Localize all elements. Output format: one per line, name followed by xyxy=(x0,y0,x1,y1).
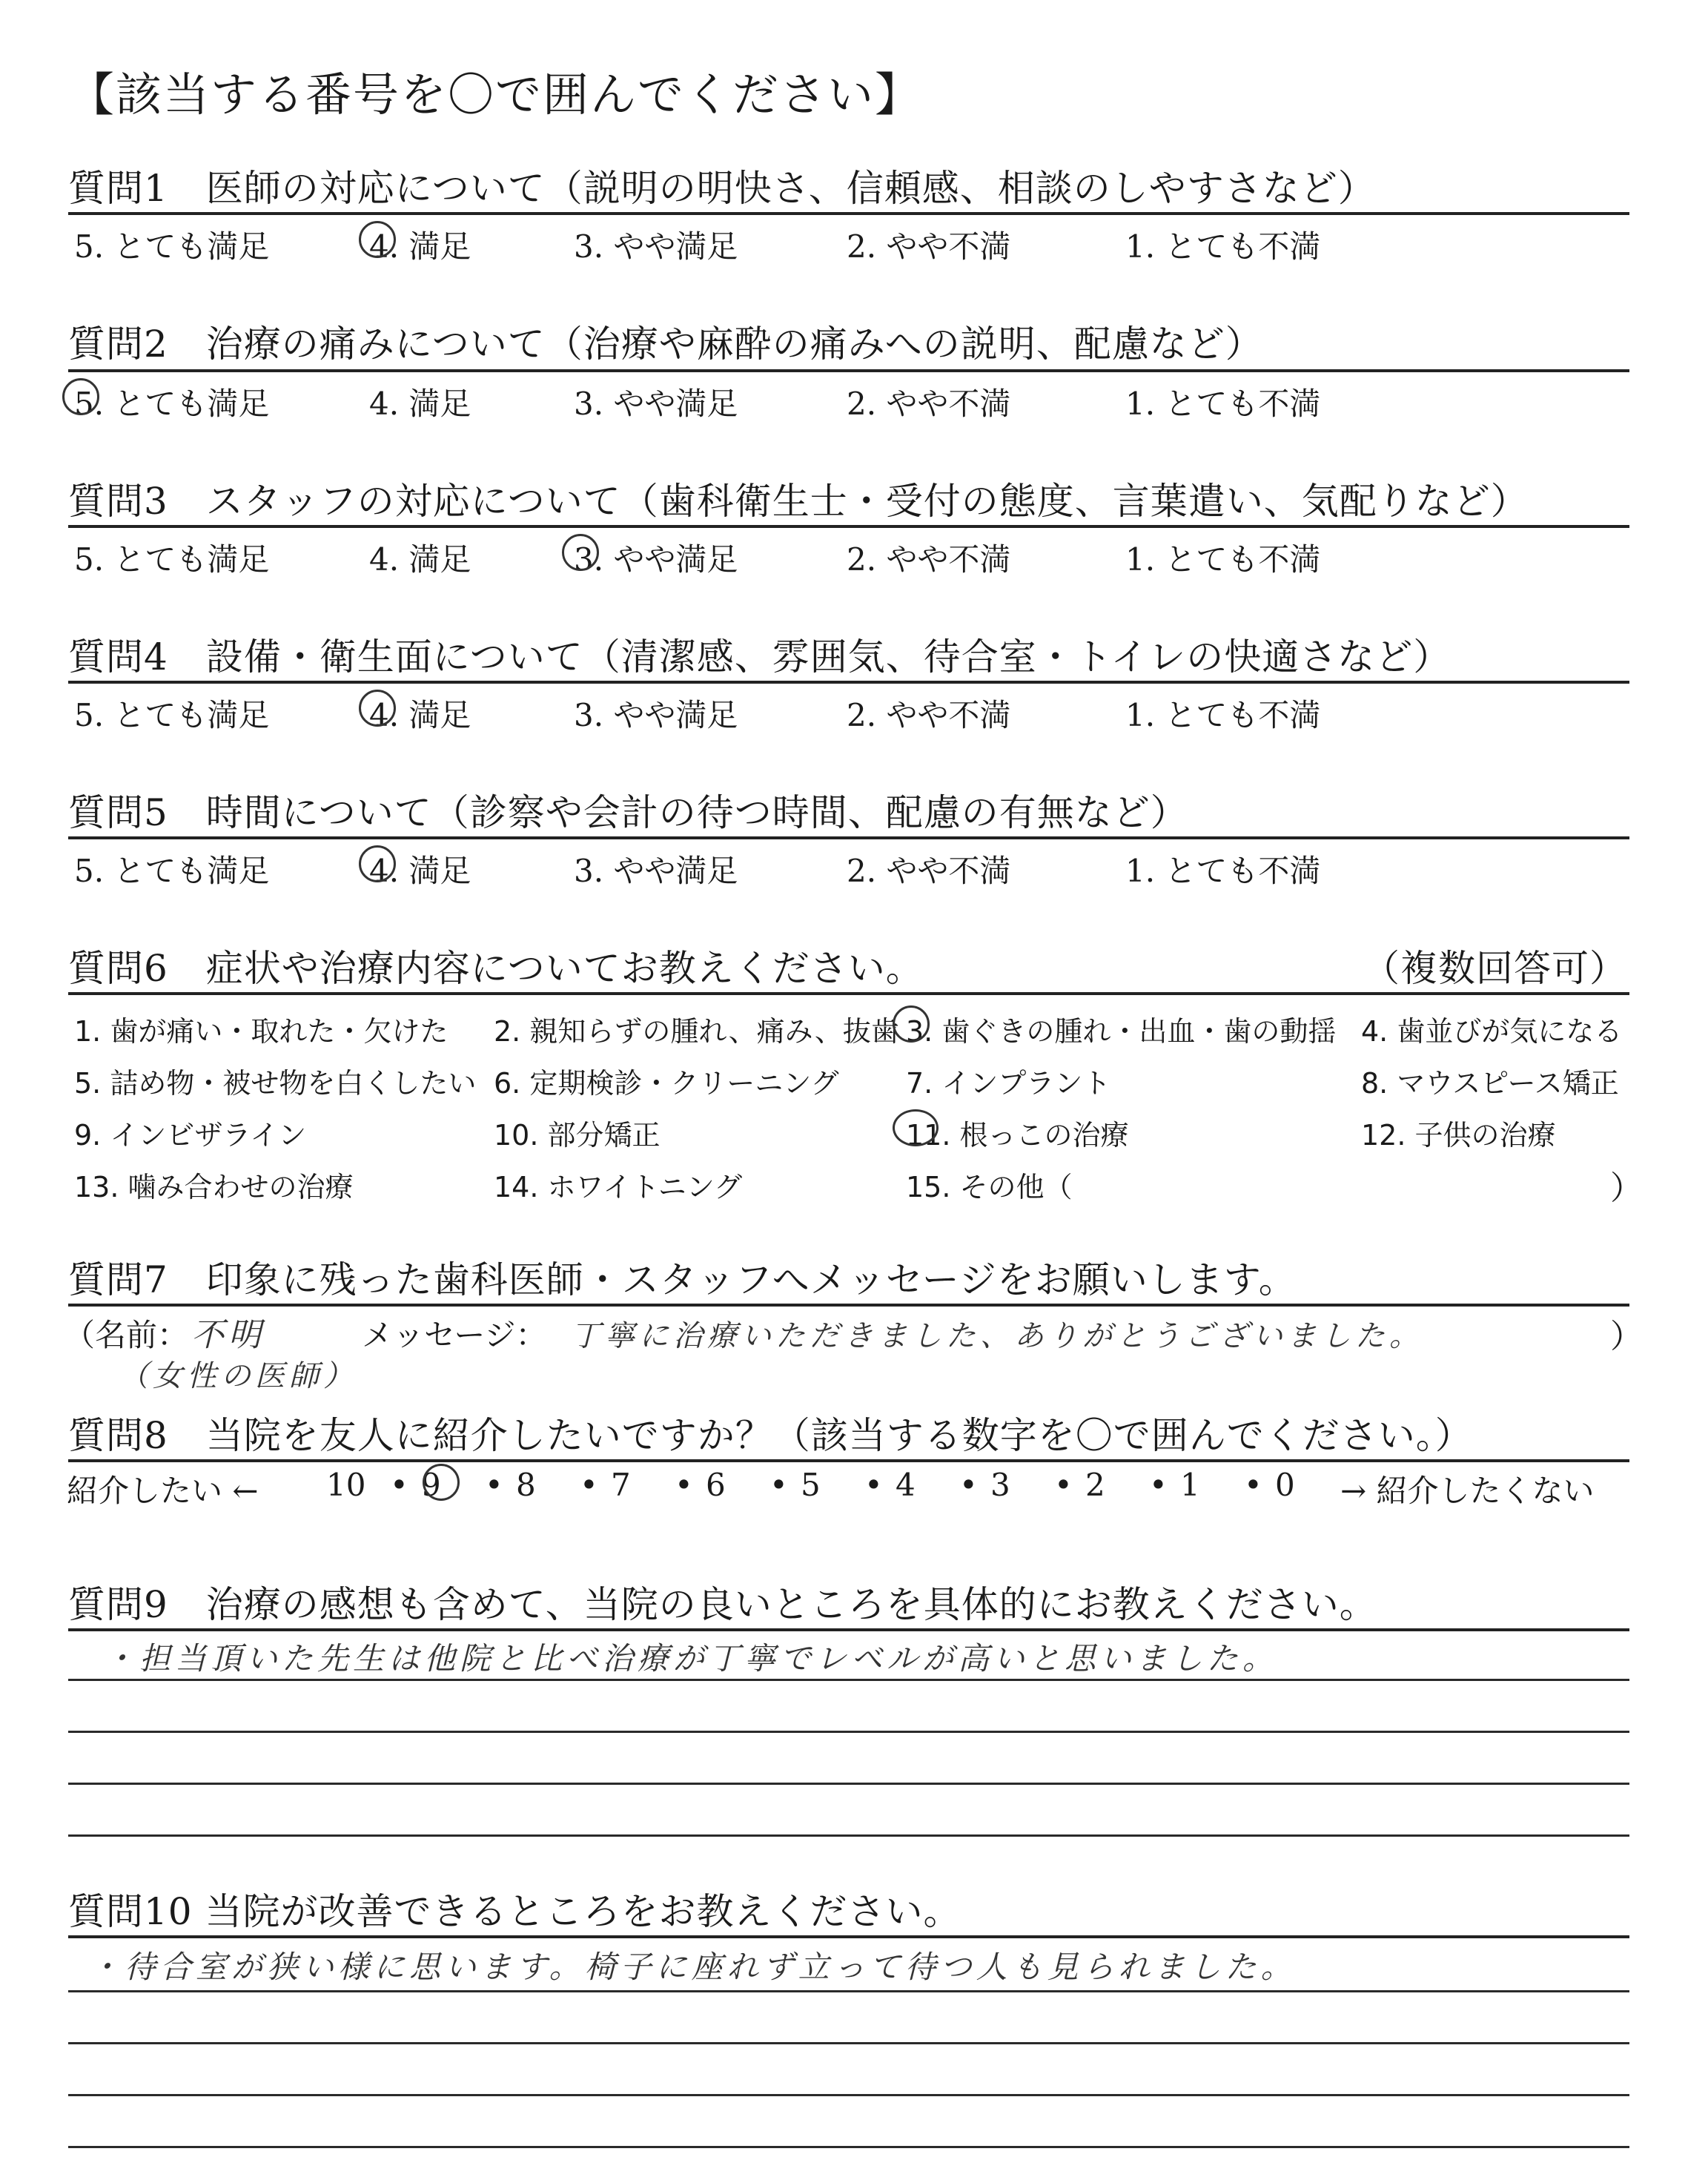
q10-rule xyxy=(68,1935,1629,1938)
q2-option-2[interactable]: 2. やや不満 xyxy=(847,386,1011,422)
q7-title: 質問7 印象に残った歯科医師・スタッフへメッセージをお願いします。 xyxy=(68,1258,1297,1301)
q6-option-9[interactable]: 9. インビザライン xyxy=(74,1119,307,1152)
q6-option-13[interactable]: 13. 噛み合わせの治療 xyxy=(74,1171,354,1203)
q6-option-12[interactable]: 12. 子供の治療 xyxy=(1361,1119,1556,1152)
q3-option-2[interactable]: 2. やや不満 xyxy=(847,541,1011,578)
q8-scale-dot: • xyxy=(485,1467,503,1503)
q6-option-8[interactable]: 8. マウスピース矯正 xyxy=(1361,1067,1619,1100)
q8-scale-dot: • xyxy=(580,1467,598,1503)
q8-scale-dot: • xyxy=(959,1467,978,1503)
q10-line-2 xyxy=(68,2042,1629,2044)
q8-scale-dot: • xyxy=(769,1467,788,1503)
q10-title: 質問10 当院が改善できるところをお教えください。 xyxy=(68,1890,961,1933)
q8-scale-dot: • xyxy=(1054,1467,1073,1503)
q2-selected-circle xyxy=(62,378,99,415)
q3-option-3[interactable]: 3. やや満足 xyxy=(574,541,738,578)
q3-option-4[interactable]: 4. 満足 xyxy=(369,541,471,578)
q8-scale-5[interactable]: 5 xyxy=(801,1467,821,1503)
q6-option-15[interactable]: 15. その他（ xyxy=(906,1171,1073,1203)
q5-title: 質問5 時間について（診察や会計の待つ時間、配慮の有無など） xyxy=(68,791,1188,834)
q9-rule xyxy=(68,1628,1629,1631)
q8-scale-dot: • xyxy=(390,1467,408,1503)
q6-title: 質問6 症状や治療内容についてお教えください。 xyxy=(68,947,924,990)
q8-scale-dot: • xyxy=(1244,1467,1262,1503)
q8-scale-8[interactable]: 8 xyxy=(516,1467,536,1503)
q7-message-label: メッセージ： xyxy=(362,1317,547,1353)
q10-line-4 xyxy=(68,2146,1629,2148)
q1-title: 質問1 医師の対応について（説明の明快さ、信頼感、相談のしやすさなど） xyxy=(68,167,1376,210)
q7-name-label: （名前： xyxy=(64,1317,189,1353)
q6-option-11[interactable]: 11. 根っこの治療 xyxy=(906,1119,1129,1152)
q1-option-1[interactable]: 1. とても不満 xyxy=(1125,228,1321,265)
q7-name-note[interactable]: （女性の医師） xyxy=(119,1359,357,1393)
q10-answer[interactable]: ・待合室が狭い様に思います。椅子に座れず立って待つ人も見られました。 xyxy=(89,1949,1297,1985)
q5-option-4[interactable]: 4. 満足 xyxy=(369,853,471,889)
q5-option-3[interactable]: 3. やや満足 xyxy=(574,853,738,889)
q6-option-4[interactable]: 4. 歯並びが気になる xyxy=(1361,1015,1623,1048)
q8-scale-dot: • xyxy=(1149,1467,1168,1503)
q1-option-4[interactable]: 4. 満足 xyxy=(369,228,471,265)
q6-option-1[interactable]: 1. 歯が痛い・取れた・欠けた xyxy=(74,1015,448,1048)
q4-title: 質問4 設備・衛生面について（清潔感、雰囲気、待合室・トイレの快適さなど） xyxy=(68,635,1452,678)
q6-close-paren: ） xyxy=(1610,1169,1643,1207)
q2-option-4[interactable]: 4. 満足 xyxy=(369,386,471,422)
q2-option-5[interactable]: 5. とても満足 xyxy=(74,386,270,422)
q6-selected-circle-3 xyxy=(893,1005,930,1043)
q9-line-4 xyxy=(68,1834,1629,1837)
q6-option-14[interactable]: 14. ホワイトニング xyxy=(494,1171,743,1203)
q5-rule xyxy=(68,836,1629,839)
q6-selected-circle-11 xyxy=(893,1109,939,1146)
q8-scale-10[interactable]: 10 xyxy=(326,1467,366,1503)
q1-option-2[interactable]: 2. やや不満 xyxy=(847,228,1011,265)
q2-rule xyxy=(68,369,1629,372)
q8-title: 質問8 当院を友人に紹介したいですか？（該当する数字を〇で囲んでください。） xyxy=(68,1414,1473,1457)
q7-rule xyxy=(68,1304,1629,1307)
q2-title: 質問2 治療の痛みについて（治療や麻酔の痛みへの説明、配慮など） xyxy=(68,323,1263,366)
q4-rule xyxy=(68,681,1629,684)
q8-scale-7[interactable]: 7 xyxy=(611,1467,631,1503)
q5-option-5[interactable]: 5. とても満足 xyxy=(74,853,270,889)
q1-rule xyxy=(68,212,1629,215)
q1-selected-circle xyxy=(359,221,396,258)
q4-option-1[interactable]: 1. とても不満 xyxy=(1125,697,1321,733)
q4-option-5[interactable]: 5. とても満足 xyxy=(74,697,270,733)
q1-option-3[interactable]: 3. やや満足 xyxy=(574,228,738,265)
q3-title: 質問3 スタッフの対応について（歯科衛生士・受付の態度、言葉遣い、気配りなど） xyxy=(68,480,1529,523)
q3-option-5[interactable]: 5. とても満足 xyxy=(74,541,270,578)
q8-scale-4[interactable]: 4 xyxy=(896,1467,916,1503)
q9-title: 質問9 治療の感想も含めて、当院の良いところを具体的にお教えください。 xyxy=(68,1583,1377,1626)
q8-scale-6[interactable]: 6 xyxy=(706,1467,726,1503)
q3-option-1[interactable]: 1. とても不満 xyxy=(1125,541,1321,578)
q6-option-5[interactable]: 5. 詰め物・被せ物を白くしたい xyxy=(74,1067,477,1100)
q9-line-2 xyxy=(68,1731,1629,1733)
q10-line-1 xyxy=(68,1990,1629,1992)
q4-option-4[interactable]: 4. 満足 xyxy=(369,697,471,733)
q6-option-7[interactable]: 7. インプラント xyxy=(906,1067,1111,1100)
q6-rule xyxy=(68,992,1629,995)
q5-selected-circle xyxy=(359,845,396,882)
q7-close-paren: ） xyxy=(1610,1318,1643,1355)
q4-option-3[interactable]: 3. やや満足 xyxy=(574,697,738,733)
q9-line-3 xyxy=(68,1783,1629,1785)
q2-option-1[interactable]: 1. とても不満 xyxy=(1125,386,1321,422)
q8-scale-9[interactable]: 9 xyxy=(421,1467,441,1503)
q8-left-label: 紹介したい ← xyxy=(67,1473,259,1509)
q7-message-value[interactable]: 丁寧に治療いただきました、ありがとうございました。 xyxy=(571,1319,1423,1353)
q4-selected-circle xyxy=(359,690,396,727)
q8-rule xyxy=(68,1459,1629,1462)
q2-option-3[interactable]: 3. やや満足 xyxy=(574,386,738,422)
q6-option-3[interactable]: 3. 歯ぐきの腫れ・出血・歯の動揺 xyxy=(906,1015,1337,1048)
q1-option-5[interactable]: 5. とても満足 xyxy=(74,228,270,265)
q10-line-3 xyxy=(68,2094,1629,2096)
q9-line-1 xyxy=(68,1679,1629,1681)
q6-option-6[interactable]: 6. 定期検診・クリーニング xyxy=(494,1067,839,1100)
q8-scale-dot: • xyxy=(864,1467,883,1503)
page-heading: 【該当する番号を〇で囲んでください】 xyxy=(68,67,923,122)
q8-right-label: → 紹介したくない xyxy=(1340,1473,1595,1509)
q6-option-2[interactable]: 2. 親知らずの腫れ、痛み、抜歯 xyxy=(494,1015,899,1048)
q8-scale-1[interactable]: 1 xyxy=(1180,1467,1200,1503)
q8-scale-3[interactable]: 3 xyxy=(990,1467,1010,1503)
q8-selected-circle xyxy=(423,1464,460,1501)
q4-option-2[interactable]: 2. やや不満 xyxy=(847,697,1011,733)
q8-scale-2[interactable]: 2 xyxy=(1085,1467,1105,1503)
q8-scale-dot: • xyxy=(675,1467,693,1503)
q8-scale-0[interactable]: 0 xyxy=(1275,1467,1295,1503)
q3-rule xyxy=(68,525,1629,528)
q5-option-2[interactable]: 2. やや不満 xyxy=(847,853,1011,889)
q5-option-1[interactable]: 1. とても不満 xyxy=(1125,853,1321,889)
q6-note: （複数回答可） xyxy=(1363,947,1627,990)
q9-answer[interactable]: ・担当頂いた先生は他院と比べ治療が丁寧でレベルが高いと思いました。 xyxy=(104,1640,1279,1677)
q3-selected-circle xyxy=(562,534,599,571)
q6-option-10[interactable]: 10. 部分矯正 xyxy=(494,1119,661,1152)
q7-name-value[interactable]: 不明 xyxy=(191,1316,265,1354)
